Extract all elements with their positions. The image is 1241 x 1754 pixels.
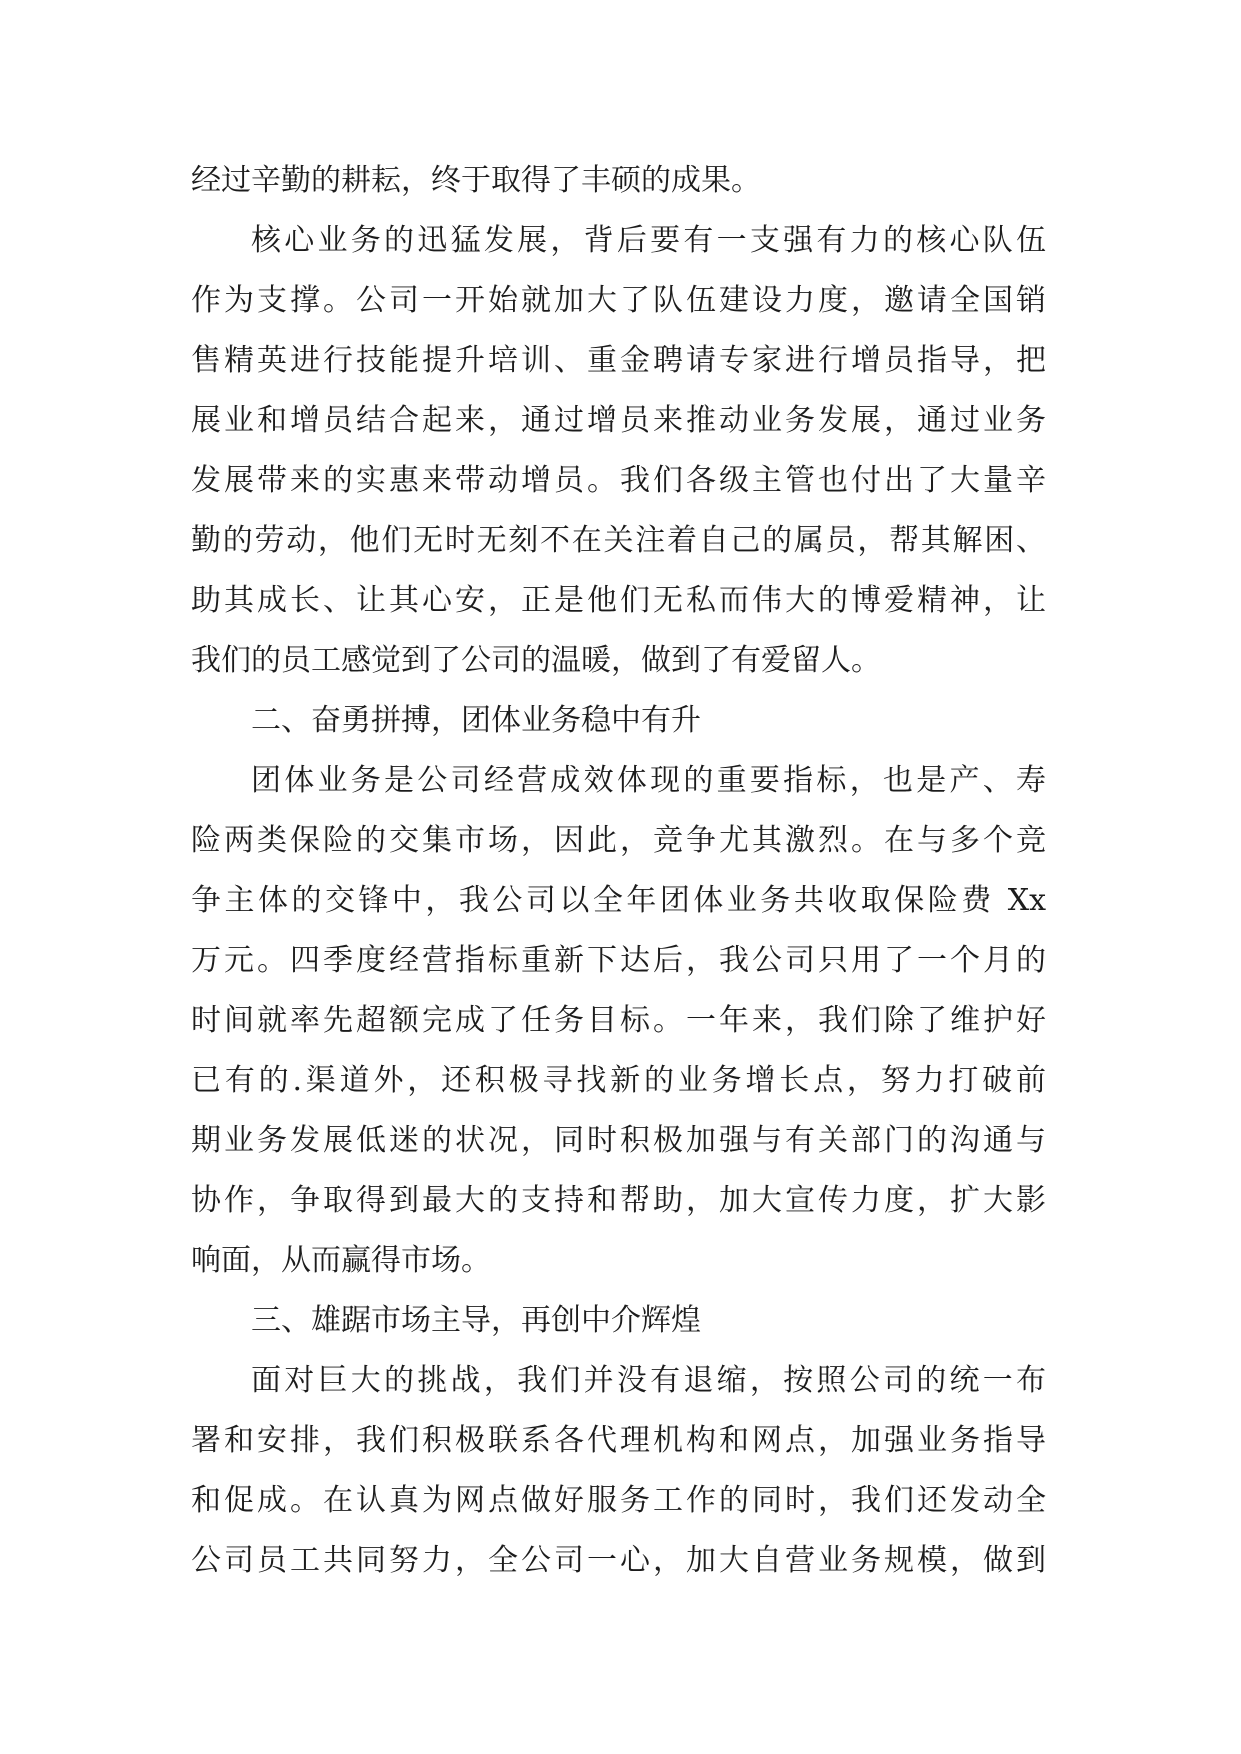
body-text-line: 响面，从而赢得市场。 (191, 1243, 491, 1278)
body-text-line: 和促成。在认真为网点做好服务工作的同时，我们还发动全 (191, 1483, 1046, 1518)
body-text-line: 作为支撑。公司一开始就加大了队伍建设力度，邀请全国销 (191, 283, 1046, 318)
body-text-line: 售精英进行技能提升培训、重金聘请专家进行增员指导，把 (191, 343, 1046, 378)
body-text-line: 经过辛勤的耕耘，终于取得了丰硕的成果。 (191, 163, 761, 198)
section-heading-3: 三、雄踞市场主导，再创中介辉煌 (251, 1303, 701, 1338)
paragraph-first-line: 核心业务的迅猛发展，背后要有一支强有力的核心队伍 (251, 223, 1046, 258)
body-text-line: 争主体的交锋中，我公司以全年团体业务共收取保险费 Xx (191, 883, 1046, 918)
paragraph-first-line: 面对巨大的挑战，我们并没有退缩，按照公司的统一布 (251, 1363, 1046, 1398)
body-text-line: 展业和增员结合起来，通过增员来推动业务发展，通过业务 (191, 403, 1046, 438)
body-text-line: 已有的.渠道外，还积极寻找新的业务增长点，努力打破前 (191, 1063, 1046, 1098)
body-text-line: 勤的劳动，他们无时无刻不在关注着自己的属员，帮其解困、 (191, 523, 1046, 558)
body-text-line: 公司员工共同努力，全公司一心，加大自营业务规模，做到 (191, 1543, 1046, 1578)
body-text-line: 我们的员工感觉到了公司的温暖，做到了有爱留人。 (191, 643, 881, 678)
body-text-line: 期业务发展低迷的状况，同时积极加强与有关部门的沟通与 (191, 1123, 1046, 1158)
section-heading-2: 二、奋勇拼搏，团体业务稳中有升 (251, 703, 701, 738)
body-text-line: 险两类保险的交集市场，因此，竞争尤其激烈。在与多个竞 (191, 823, 1046, 858)
document-page (191, 151, 1046, 1591)
body-text-line: 时间就率先超额完成了任务目标。一年来，我们除了维护好 (191, 1003, 1046, 1038)
body-text-line: 助其成长、让其心安，正是他们无私而伟大的博爱精神，让 (191, 583, 1046, 618)
body-text-line: 万元。四季度经营指标重新下达后，我公司只用了一个月的 (191, 943, 1046, 978)
body-text-line: 协作，争取得到最大的支持和帮助，加大宣传力度，扩大影 (191, 1183, 1046, 1218)
body-text-line: 署和安排，我们积极联系各代理机构和网点，加强业务指导 (191, 1423, 1046, 1458)
paragraph-first-line: 团体业务是公司经营成效体现的重要指标，也是产、寿 (251, 763, 1046, 798)
body-text-line: 发展带来的实惠来带动增员。我们各级主管也付出了大量辛 (191, 463, 1046, 498)
